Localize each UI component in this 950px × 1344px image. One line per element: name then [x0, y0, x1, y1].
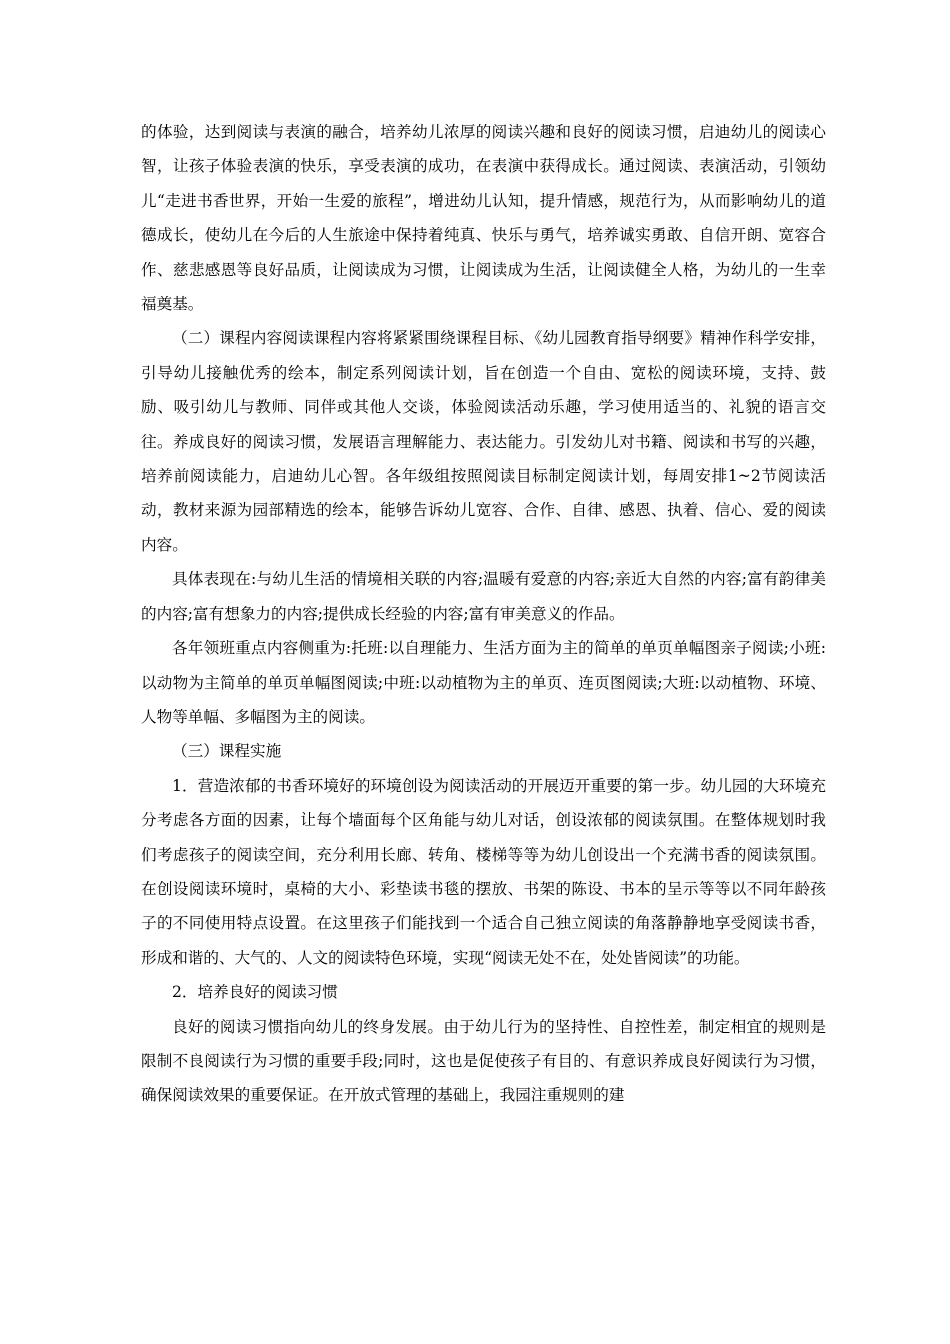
- paragraph-specific-content: 具体表现在:与幼儿生活的情境相关联的内容;温暖有爱意的内容;亲近大自然的内容;富有韵律美的内容;富有想象力的内容;提供成长经验的内容;富有审美意义的作品。: [141, 570, 826, 623]
- paragraph-course-content: （二）课程内容阅读课程内容将紧紧围绕课程目标、《幼儿园教育指导纲要》精神作科学安排，引导幼儿接触优秀的绘本，制定系列阅读计划，旨在创造一个自由、宽松的阅读环境，支持、鼓励、吸引幼儿与教师、同伴或其他人交谈，体验阅读活动乐趣，学习使用适当的、礼貌的语言交往。养成良好的阅读习惯，发展语言理解能力、表达能力。引发幼儿对书籍、阅读和书写的兴趣，培养前阅读能力，启迪幼儿心智。各年级组按照阅读目标制定阅读计划，每周安排1~2节阅读活动，教材来源为园部精选的绘本，能够告诉幼儿宽容、合作、自律、感恩、执着、信心、爱的阅读内容。: [141, 329, 826, 554]
- subheading-reading-habits: 2．培养良好的阅读习惯: [172, 983, 338, 1002]
- paragraph-intro-continued: 的体验，达到阅读与表演的融合，培养幼儿浓厚的阅读兴趣和良好的阅读习惯，启迪幼儿的阅读心智，让孩子体验表演的快乐，享受表演的成功，在表演中获得成长。通过阅读、表演活动，引领幼儿“走进书香世界，开始一生爱的旅程”，增进幼儿认知，提升情感，规范行为，从而影响幼儿的道德成长，使幼儿在今后的人生旅途中保持着纯真、快乐与勇气，培养诚实勇敢、自信开朗、宽容合作、慈悲感恩等良好品质，让阅读成为习惯，让阅读成为生活，让阅读健全人格，为幼儿的一生幸福奠基。: [141, 123, 826, 314]
- paragraph-reading-habits: 良好的阅读习惯指向幼儿的终身发展。由于幼儿行为的坚持性、自控性差，制定相宜的规则是限制不良阅读行为习惯的重要手段;同时，这也是促使孩子有目的、有意识养成良好阅读行为习惯，确保阅读效果的重要保证。在开放式管理的基础上，我园注重规则的建: [141, 1017, 826, 1105]
- section-heading-implementation: （三）课程实施: [172, 742, 282, 761]
- paragraph-reading-environment: 1．营造浓郁的书香环境好的环境创设为阅读活动的开展迈开重要的第一步。幼儿园的大环境充分考虑各方面的因素，让每个墙面每个区角能与幼儿对话，创设浓郁的阅读氛围。在整体规划时我们考虑孩子的阅读空间，充分利用长廊、转角、楼梯等等为幼儿创设出一个充满书香的阅读氛围。在创设阅读环境时，桌椅的大小、彩垫读书毯的摆放、书架的陈设、书本的呈示等等以不同年龄孩子的不同使用特点设置。在这里孩子们能找到一个适合自己独立阅读的角落静静地享受阅读书香，形成和谐的、大气的、人文的阅读特色环境，实现“阅读无处不在，处处皆阅读”的功能。: [141, 776, 826, 967]
- paragraph-grade-focus: 各年领班重点内容侧重为:托班:以自理能力、生活方面为主的简单的单页单幅图亲子阅读;小班:以动物为主简单的单页单幅图阅读;中班:以动植物为主的单页、连页图阅读;大班:以动植物、环境、人物等单幅、多幅图为主的阅读。: [141, 639, 827, 726]
